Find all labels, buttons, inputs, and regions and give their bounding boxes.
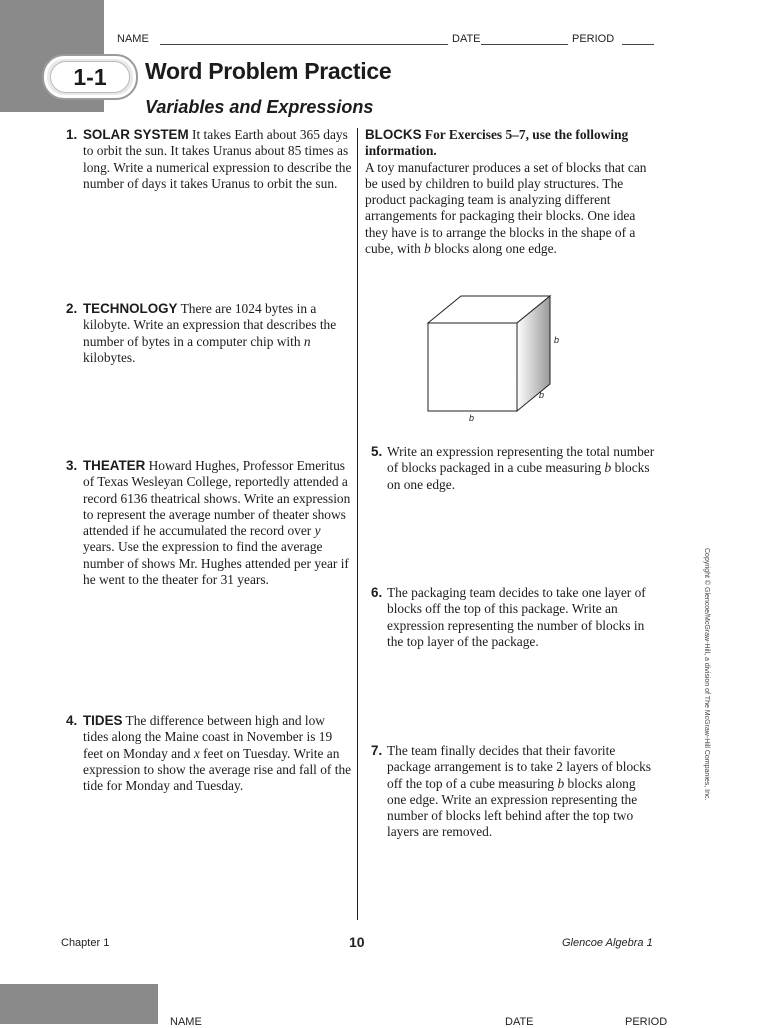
problem-text: kilobytes. — [83, 349, 136, 365]
problem-3 — [66, 458, 352, 588]
cube-front-face — [428, 323, 517, 411]
variable: b — [424, 241, 431, 257]
problem-text: feet on Tuesday. Write an expression to show the average rise and fall of the tide for Monday and Tuesday. — [83, 745, 352, 794]
variable: y — [314, 523, 321, 539]
cube-label-width: b — [469, 413, 475, 423]
copyright-notice: Copyright © Glencoe/McGraw-Hill, a division of The McGraw-Hill Companies, Inc. — [703, 548, 710, 801]
problem-6 — [365, 585, 657, 650]
footer-page-number: 10 — [349, 934, 365, 950]
problem-keyword: TIDES — [83, 713, 123, 728]
problem-text: Howard Hughes, Professor Emeritus of Texas Wesleyan College, reportedly attended a record 6136 theatrical shows. Write an expression to represent the average number of theater shows attended if he accumulated the record over — [83, 458, 351, 539]
date-label: DATE — [452, 33, 481, 45]
variable: b — [604, 460, 612, 476]
next-page-corner-tab — [0, 984, 158, 1024]
problem-text: The team finally decides that their favorite package arrangement is to take 2 layers of blocks off the top of a cube measuring — [387, 743, 651, 791]
next-page-period-label: PERIOD — [625, 1016, 668, 1028]
problem-text: It takes Earth about 365 days to orbit the sun. It takes Uranus about 85 times as long. Write a numerical expression to describe the number of days it takes Uranus to orbit the sun. — [83, 127, 352, 191]
variable: n — [303, 333, 311, 349]
page-title: Word Problem Practice — [145, 58, 392, 84]
blocks-text: A toy manufacturer produces a set of blocks that can be used by children to build play structures. The product packaging team is analyzing different arrangements for packaging their blocks. One idea they have is to arrange the blocks in the shape of a cube, with — [365, 159, 647, 257]
problem-4 — [66, 713, 352, 794]
blocks-text: blocks along one edge. — [430, 241, 557, 257]
problem-text: years. Use the expression to find the average number of shows Mr. Hughes attended per year if he went to the theater for 31 years. — [83, 539, 349, 588]
problem-text: blocks along one edge. Write an expression representing the number of blocks left behind after the top two layers are removed. — [387, 775, 638, 840]
blocks-lead: For Exercises 5–7, use the following information. — [365, 127, 629, 159]
problem-number: 4. — [66, 713, 78, 728]
blocks-intro — [365, 127, 657, 257]
problem-text: blocks on one edge. — [387, 460, 650, 492]
cube-label-height: b — [554, 335, 560, 345]
name-label: NAME — [117, 33, 149, 45]
problem-keyword: TECHNOLOGY — [83, 301, 178, 316]
lesson-badge — [42, 54, 138, 100]
problem-text: The packaging team decides to take one layer of blocks off the top of this package. Write an expression representing the number of blocks in the top layer of the package. — [387, 585, 646, 649]
problem-number: 6. — [371, 585, 383, 600]
period-label: PERIOD — [572, 33, 615, 45]
column-divider — [357, 128, 358, 920]
page-subtitle: Variables and Expressions — [145, 97, 374, 117]
cube-figure — [420, 290, 580, 430]
problem-text: Write an expression representing the total number of blocks packaged in a cube measuring — [387, 444, 655, 476]
problem-2 — [66, 301, 352, 366]
name-line — [160, 44, 448, 45]
problem-number: 5. — [371, 444, 383, 459]
problem-text: The difference between high and low tides along the Maine coast in November is 19 feet on Monday and — [83, 713, 333, 761]
next-page-name-label: NAME — [170, 1016, 202, 1028]
problem-1 — [66, 127, 352, 192]
problem-number: 3. — [66, 458, 78, 473]
footer-chapter: Chapter 1 — [61, 937, 110, 949]
period-line — [622, 44, 654, 45]
problem-number: 7. — [371, 743, 383, 758]
problem-5 — [365, 444, 657, 493]
date-line — [481, 44, 568, 45]
next-page-date-label: DATE — [505, 1016, 534, 1028]
problem-text: There are 1024 bytes in a kilobyte. Write an expression that describes the number of bytes in a computer chip with — [83, 301, 337, 349]
problem-keyword: SOLAR SYSTEM — [83, 127, 189, 142]
cube-label-depth: b — [539, 390, 545, 400]
problem-7 — [365, 743, 657, 841]
problem-number: 2. — [66, 301, 78, 316]
footer-book-title: Glencoe Algebra 1 — [562, 937, 653, 949]
blocks-keyword: BLOCKS — [365, 127, 422, 142]
variable: x — [193, 745, 200, 761]
lesson-number: 1-1 — [50, 61, 130, 93]
problem-keyword: THEATER — [83, 458, 146, 473]
variable: b — [557, 775, 565, 791]
problem-number: 1. — [66, 127, 78, 142]
